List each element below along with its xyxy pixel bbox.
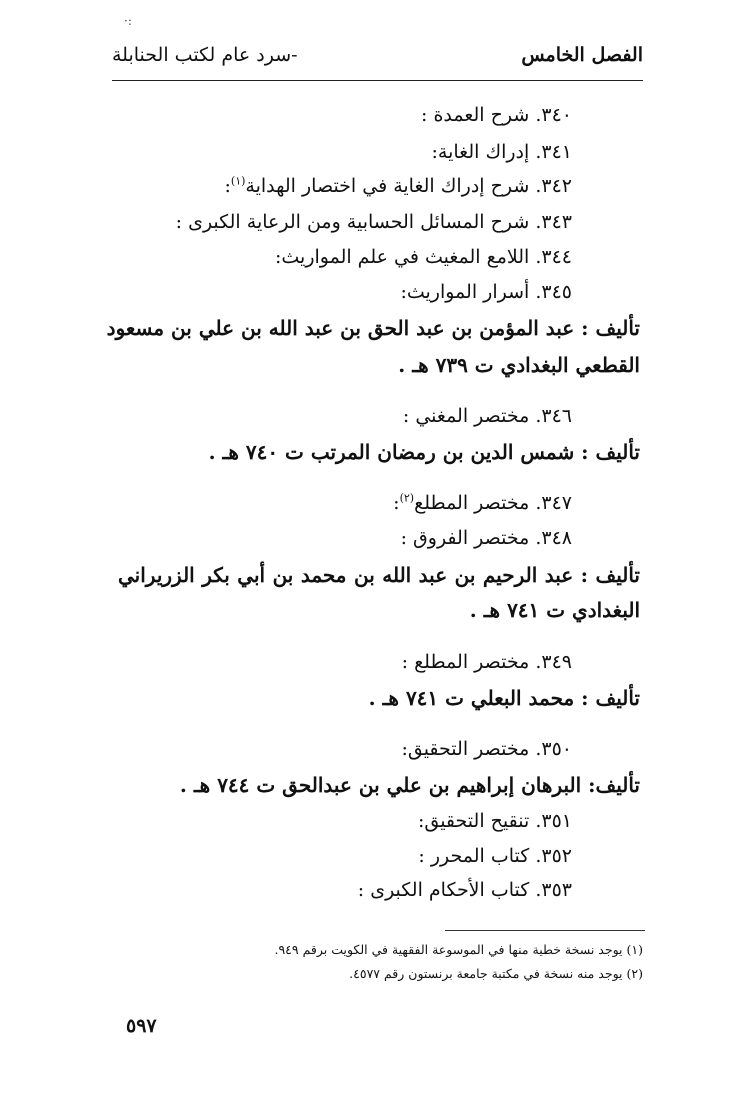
entry-348: ٣٤٨. مختصر الفروق : [400, 527, 572, 549]
footnote-ref-2: (٢) [399, 491, 415, 505]
page-number: ٥٩٧ [126, 1015, 157, 1037]
entry-344: ٣٤٤. اللامع المغيث في علم المواريث: [274, 246, 572, 268]
entry-340: ٣٤٠. شرح العمدة : [421, 104, 572, 126]
author-1-line-2: القطعي البغدادي ت ٧٣٩ هـ . [398, 353, 640, 377]
entry-352: ٣٥٢. كتاب المحرر : [418, 845, 572, 867]
entry-342 [224, 175, 572, 197]
entry-351: ٣٥١. تنقيح التحقيق: [417, 810, 572, 832]
entry-346: ٣٤٦. مختصر المغني : [402, 405, 572, 427]
footnote-rule [445, 930, 645, 931]
entry-345: ٣٤٥. أسرار المواريث: [400, 281, 572, 303]
author-5: تأليف: البرهان إبراهيم بن علي بن عبدالحق ت ٧٤٤ هـ . [179, 773, 640, 797]
entry-349: ٣٤٩. مختصر المطلع : [401, 651, 572, 673]
entry-347 [393, 492, 572, 514]
entry-343: ٣٤٣. شرح المسائل الحسابية ومن الرعاية الكبرى : [175, 211, 572, 233]
page-mark: ·: [124, 14, 132, 28]
author-4: تأليف : محمد البعلي ت ٧٤١ هـ . [368, 686, 640, 710]
header-rule [112, 80, 643, 81]
entry-341: ٣٤١. إدراك الغاية: [431, 141, 572, 163]
entry-347-text: ٣٤٧. مختصر المطلع [414, 492, 572, 514]
footnote-1: (١) يوجد نسخة خطية منها في الموسوعة الفقهية في الكويت برقم ٩٤٩. [274, 942, 643, 957]
author-3-line-1: تأليف : عبد الرحيم بن عبد الله بن محمد بن أبي بكر الزريراني [118, 563, 640, 587]
footnote-2: (٢) يوجد منه نسخة في مكتبة جامعة برنستون رقم ٤٥٧٧. [349, 966, 643, 981]
entry-350: ٣٥٠. مختصر التحقيق: [401, 738, 572, 760]
entry-347-colon: : [393, 492, 400, 514]
author-3-line-2: البغدادي ت ٧٤١ هـ . [469, 598, 640, 622]
author-2: تأليف : شمس الدين بن رمضان المرتب ت ٧٤٠ هـ . [208, 440, 640, 464]
header-chapter-title: الفصل الخامس [521, 44, 643, 66]
footnote-ref-1: (١) [230, 174, 246, 188]
entry-342-text: ٣٤٢. شرح إدراك الغاية في اختصار الهداية [245, 175, 572, 197]
entry-342-colon: : [224, 175, 231, 197]
header-section-title: سرد عام لكتب الحنابلة- [112, 44, 298, 66]
entry-353: ٣٥٣. كتاب الأحكام الكبرى : [357, 879, 572, 901]
author-1-line-1: تأليف : عبد المؤمن بن عبد الحق بن عبد الله بن علي بن مسعود [106, 316, 640, 340]
running-header [112, 44, 643, 66]
